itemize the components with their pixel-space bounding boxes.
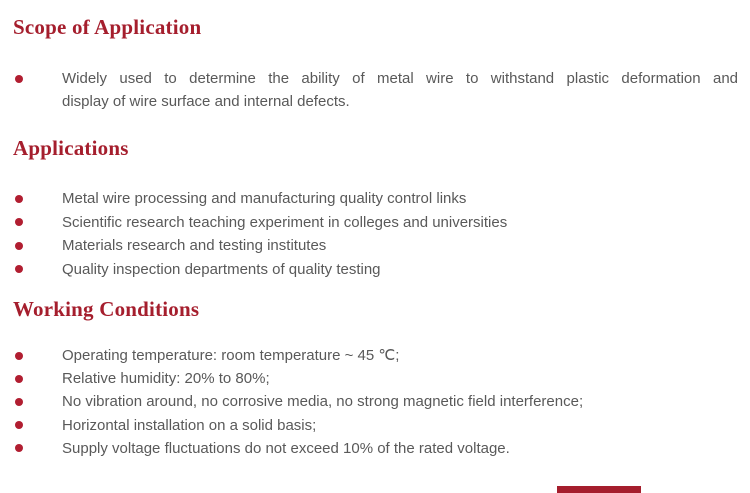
bullet-icon [15,75,23,83]
bullet-icon [15,218,23,226]
list-item [0,390,750,413]
bullet-icon [15,265,23,273]
list-item-text: Materials research and testing institutes [62,237,327,254]
list-item-text: Supply voltage fluctuations do not exceed 10% of the rated voltage. [62,439,510,457]
bullet-icon [15,195,23,203]
list-item [0,211,750,235]
list-item [0,344,750,367]
paragraph-line-2: display of wire surface and internal defects. [62,93,350,110]
bullet-icon [15,375,23,383]
list-item-text: Relative humidity: 20% to 80%; [62,370,270,388]
list-item [0,437,750,460]
list-item [0,258,750,282]
list-item-text: Horizontal installation on a solid basis; [62,416,317,434]
working-conditions-list [0,344,750,460]
applications-list [0,187,750,281]
bullet-icon [15,242,23,250]
list-item [0,414,750,437]
list-item [0,187,750,211]
list-item-text [62,67,738,113]
list-item-text: Quality inspection departments of quality testing [62,260,381,278]
section-heading-scope-of-application: Scope of Application [13,15,202,39]
list-item-text: No vibration around, no corrosive media, no strong magnetic field interference; [62,393,584,411]
list-item [0,234,750,258]
section-heading-working-conditions: Working Conditions [13,297,200,321]
bullet-icon [15,444,23,452]
bullet-icon [15,398,23,406]
bullet-icon [15,421,23,429]
list-item-text: Metal wire processing and manufacturing quality control links [62,190,467,207]
bullet-icon [15,352,23,360]
list-item [0,367,750,390]
list-item-text: Scientific research teaching experiment in colleges and universities [62,213,508,231]
cutoff-red-bar [557,486,641,493]
list-item-text: Operating temperature: room temperature ~ 45 ℃; [62,347,400,364]
section-heading-applications: Applications [13,136,129,160]
paragraph-line-1: Widely used to determine the ability of metal wire to withstand plastic deformation and [62,70,738,87]
list-item [0,67,750,113]
